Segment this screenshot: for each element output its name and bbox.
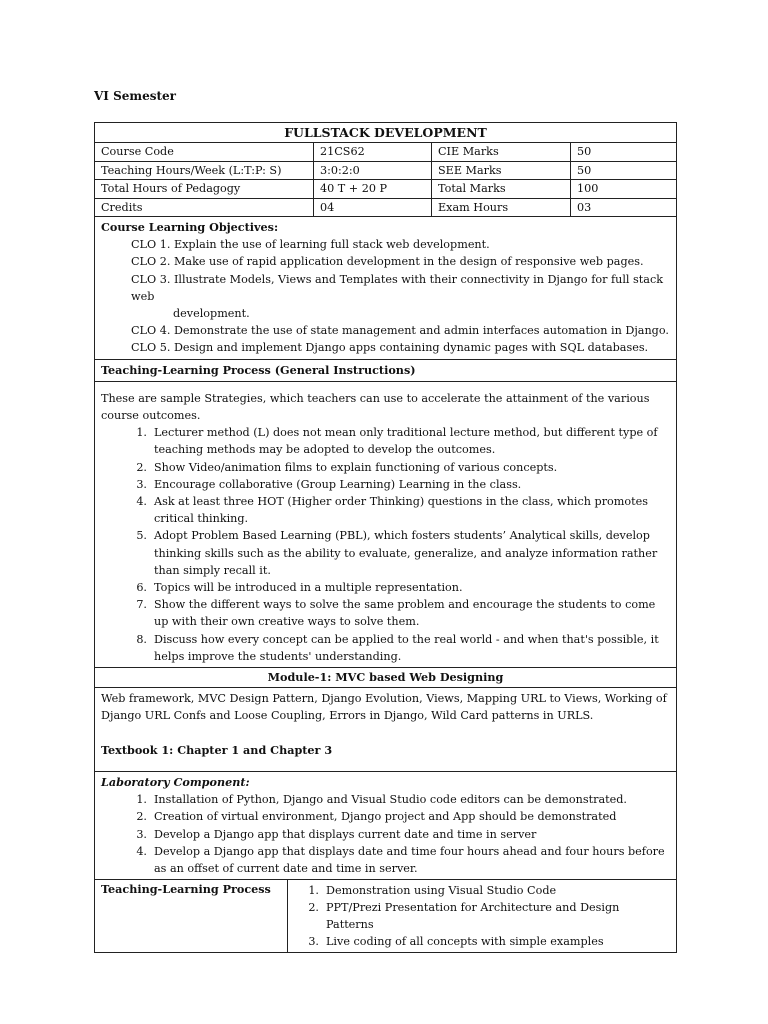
info-cell: Total Hours of Pedagogy <box>95 180 314 198</box>
objective-item: CLO 5. Design and implement Django apps containing dynamic pages with SQL databases. <box>131 341 649 355</box>
info-cell: SEE Marks <box>432 162 571 180</box>
list-item: 2. Show Video/animation films to explain functioning of various concepts. <box>136 460 558 474</box>
lab-section <box>95 772 676 880</box>
objective-item: CLO 3. Illustrate Models, Views and Templates with their connectivity in Django for full stack web <box>131 272 664 303</box>
info-row <box>95 143 676 162</box>
list-item: 6. Topics will be introduced in a multiple representation. <box>136 581 463 595</box>
lab-heading: Laboratory Component: <box>101 774 250 789</box>
info-cell: 100 <box>577 182 599 195</box>
list-item: 4. Develop a Django app that displays date and time four hours ahead and four hours before as an offset of current date and time in server. <box>136 844 665 875</box>
tlp-module-label: Teaching-Learning Process <box>95 880 288 952</box>
list-item: 3. Encourage collaborative (Group Learning) Learning in the class. <box>136 477 522 491</box>
tlp-general-heading: Teaching-Learning Process (General Instructions) <box>101 362 416 377</box>
tlp-module-list <box>288 880 676 952</box>
info-cell: 04 <box>314 199 432 217</box>
lab-list <box>101 791 670 877</box>
tlp-intro: These are sample Strategies, which teachers can use to accelerate the attainment of the various course outcomes. <box>101 391 650 423</box>
list-item: 5. Adopt Problem Based Learning (PBL), which fosters students’ Analytical skills, develop thinking skills such as the ability to evaluate, generalize, and analyze information rather than simply recall it. <box>136 529 658 577</box>
info-cell: Credits <box>95 199 314 217</box>
objectives-section <box>95 217 676 360</box>
info-cell: 21CS62 <box>314 143 432 161</box>
course-table <box>94 122 677 953</box>
objective-item: CLO 1. Explain the use of learning full stack web development. <box>131 238 490 252</box>
objective-item-continued: development. <box>173 307 250 321</box>
info-cell: Course Code <box>95 143 314 161</box>
info-cell: CIE Marks <box>432 143 571 161</box>
info-cell: 3:0:2:0 <box>314 162 432 180</box>
info-cell: 50 <box>577 145 592 158</box>
course-title: FULLSTACK DEVELOPMENT <box>95 123 676 143</box>
textbook-reference: Textbook 1: Chapter 1 and Chapter 3 <box>101 742 333 757</box>
info-cell: Teaching Hours/Week (L:T:P: S) <box>95 162 314 180</box>
list-item: 2. PPT/Prezi Presentation for Architecture and Design Patterns <box>308 901 620 932</box>
semester-label: VI Semester <box>94 89 176 103</box>
info-row <box>95 180 676 199</box>
tlp-general-heading-row <box>95 360 676 382</box>
list-item: 1. Lecturer method (L) does not mean only traditional lecture method, but different type of teaching methods may be adopted to develop the outcomes. <box>136 426 658 457</box>
info-cell: 40 T + 20 P <box>314 180 432 198</box>
list-item: 1. Demonstration using Visual Studio Code <box>308 884 557 898</box>
tlp-general-section <box>95 382 676 668</box>
info-cell: Total Marks <box>432 180 571 198</box>
list-item: 3. Develop a Django app that displays current date and time in server <box>136 827 537 841</box>
info-row <box>95 199 676 218</box>
list-item: 8. Discuss how every concept can be applied to the real world - and when that's possible, it helps improve the students' understanding. <box>136 632 659 663</box>
list-item: 7. Show the different ways to solve the same problem and encourage the students to come up with their own creative ways to solve them. <box>136 598 656 629</box>
info-cell: 03 <box>577 200 592 214</box>
strategy-list <box>101 424 670 665</box>
list-item: 2. Creation of virtual environment, Django project and App should be demonstrated <box>136 810 617 824</box>
objective-item: CLO 2. Make use of rapid application development in the design of responsive web pages. <box>131 255 644 269</box>
list-item: 3. Live coding of all concepts with simple examples <box>308 935 604 949</box>
objectives-heading: Course Learning Objectives: <box>101 220 279 234</box>
info-row <box>95 162 676 181</box>
module-content-section <box>95 688 676 772</box>
info-cell: 50 <box>577 163 592 177</box>
objective-item: CLO 4. Demonstrate the use of state management and admin interfaces automation in Django. <box>131 324 669 338</box>
list-item: 1. Installation of Python, Django and Visual Studio code editors can be demonstrated. <box>136 793 627 807</box>
info-cell: Exam Hours <box>432 199 571 217</box>
list-item: 4. Ask at least three HOT (Higher order Thinking) questions in the class, which promotes critical thinking. <box>136 495 648 526</box>
tlp-module-row <box>95 880 676 952</box>
module-content: Web framework, MVC Design Pattern, Django Evolution, Views, Mapping URL to Views, Working of Django URL Confs and Loose Coupling, Errors in Django, Wild Card patterns in URLS. <box>101 692 667 723</box>
module-title: Module-1: MVC based Web Designing <box>95 668 676 688</box>
